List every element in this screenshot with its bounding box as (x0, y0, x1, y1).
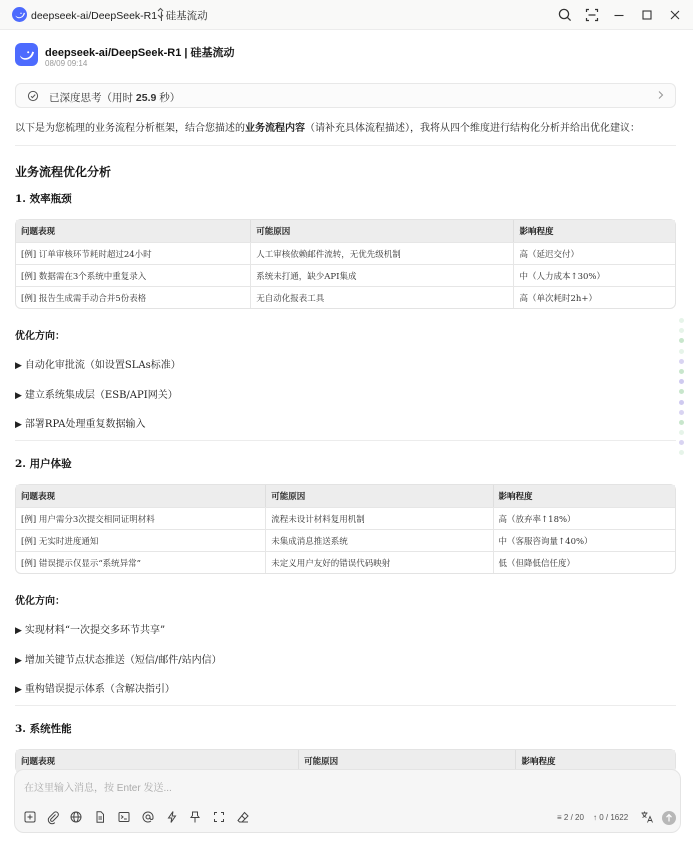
model-name: deepseek-ai/DeepSeek-R1 | 硅基流动 (45, 47, 235, 59)
optimize-label: 优化方向： (15, 331, 65, 342)
table-cell: 高（放弃率↑18%） (494, 507, 675, 529)
navigator-dot[interactable] (679, 410, 684, 415)
table-cell: [例] 数据需在3个系统中重复录入 (16, 264, 251, 286)
navigator-dot[interactable] (679, 338, 684, 343)
navigator-dot[interactable] (679, 328, 684, 333)
send-icon (662, 811, 676, 825)
screenshot-icon[interactable] (583, 6, 601, 24)
divider (15, 705, 676, 706)
optimize-label: 优化方向： (15, 596, 65, 607)
section-title: 2. 用户体验 (15, 458, 72, 470)
navigator-dot[interactable] (679, 359, 684, 364)
table-row (16, 242, 675, 264)
list-item-text: 重构错误提示体系（含解决指引） (24, 684, 175, 695)
list-item (15, 386, 178, 401)
table-cell: 中（客服咨询量↑40%） (494, 529, 675, 551)
table-cell: 高（单次耗时2h+） (514, 286, 675, 308)
list-item (15, 356, 181, 371)
list-icon: ≡ (557, 813, 562, 822)
fullscreen-icon[interactable] (212, 810, 226, 824)
table-header-row (16, 220, 675, 242)
table-row (16, 529, 675, 551)
table-cell: 人工审核依赖邮件流转，无优先级机制 (251, 242, 514, 264)
column-header: 影响程度 (514, 220, 675, 242)
column-header: 可能原因 (266, 485, 493, 507)
table-cell: 中（人力成本↑30%） (514, 264, 675, 286)
terminal-icon[interactable] (117, 810, 131, 824)
list-item-text: 建立系统集成层（ESB/API网关） (24, 390, 178, 401)
navigator-dot[interactable] (679, 420, 684, 425)
section-title: 1. 效率瓶颈 (15, 193, 72, 205)
navigator-dot[interactable] (679, 440, 684, 445)
column-header: 影响程度 (494, 485, 675, 507)
eraser-icon[interactable] (236, 810, 250, 824)
thinking-prefix: 已深度思考（用时 (49, 92, 136, 104)
list-item (15, 621, 165, 636)
intro-paragraph (15, 119, 640, 134)
column-header: 可能原因 (299, 750, 516, 772)
bullet-triangle-icon: ▶ (15, 656, 22, 666)
table-cell: 未集成消息推送系统 (266, 529, 493, 551)
list-item-text: 自动化审批流（如设置SLAs标准） (24, 360, 181, 371)
message-counter (557, 813, 584, 822)
column-header: 问题表现 (16, 750, 299, 772)
attachment-icon[interactable] (46, 810, 60, 824)
thinking-suffix: 秒） (156, 92, 181, 104)
maximize-icon[interactable] (638, 6, 656, 24)
chevron-right-icon (657, 89, 665, 104)
intro-text: 以下是为您梳理的业务流程分析框架，结合您描述的 (15, 123, 245, 134)
column-header: 问题表现 (16, 220, 251, 242)
search-icon[interactable] (556, 6, 574, 24)
list-item-text: 实现材料“一次提交多环节共享” (24, 625, 166, 636)
navigator-dot[interactable] (679, 379, 684, 384)
model-avatar (15, 43, 38, 66)
table-cell: 低（但降低信任度） (494, 551, 675, 573)
navigator-dot[interactable] (679, 400, 684, 405)
thinking-summary (49, 90, 180, 105)
divider (15, 440, 676, 441)
intro-text-tail: （请补充具体流程描述），我将从四个维度进行结构化分析并给出优化建议： (305, 123, 640, 134)
table-cell: 流程未设计材料复用机制 (266, 507, 493, 529)
table-cell: [例] 错误提示仅显示“系统异常” (16, 551, 266, 573)
message-navigator[interactable] (679, 318, 685, 461)
table-row (16, 286, 675, 308)
navigator-dot[interactable] (679, 430, 684, 435)
message-composer[interactable] (14, 769, 681, 833)
message-count: 2 / 20 (563, 813, 584, 822)
user-experience-table (15, 484, 676, 574)
thinking-summary-button[interactable] (15, 83, 676, 108)
divider (15, 145, 676, 146)
navigator-dot[interactable] (679, 318, 684, 323)
table-cell: 系统未打通，缺少API集成 (251, 264, 514, 286)
window-title: deepseek-ai/DeepSeek-R1 | 硅基流动 (31, 10, 208, 22)
minimize-icon[interactable] (610, 6, 628, 24)
navigator-dot[interactable] (679, 389, 684, 394)
bullet-triangle-icon: ▶ (15, 626, 22, 636)
section-title: 3. 系统性能 (15, 723, 72, 735)
new-chat-icon[interactable] (23, 810, 37, 824)
table-cell: 高（延迟交付） (514, 242, 675, 264)
lightning-icon[interactable] (165, 810, 179, 824)
message-scroll-area[interactable] (0, 30, 693, 767)
navigator-dot[interactable] (679, 369, 684, 374)
column-header: 影响程度 (516, 750, 675, 772)
table-cell: 无自动化报表工具 (251, 286, 514, 308)
close-icon[interactable] (666, 6, 684, 24)
bullet-triangle-icon: ▶ (15, 420, 22, 430)
list-item-text: 增加关键节点状态推送（短信/邮件/站内信） (24, 655, 222, 666)
column-header: 问题表现 (16, 485, 266, 507)
table-row (16, 507, 675, 529)
table-row (16, 264, 675, 286)
pin-icon[interactable] (188, 810, 202, 824)
chevron-updown-icon[interactable] (156, 6, 165, 23)
table-cell: 未定义用户友好的错误代码映射 (266, 551, 493, 573)
table-cell: [例] 用户需分3次提交相同证明材料 (16, 507, 266, 529)
app-logo-icon (12, 7, 27, 22)
bullet-triangle-icon: ▶ (15, 685, 22, 695)
column-header: 可能原因 (251, 220, 514, 242)
navigator-dot[interactable] (679, 349, 684, 354)
bullet-triangle-icon: ▶ (15, 391, 22, 401)
translate-icon[interactable] (640, 810, 654, 824)
list-item (15, 680, 175, 695)
table-cell: [例] 订单审核环节耗时超过24小时 (16, 242, 251, 264)
bullet-triangle-icon: ▶ (15, 361, 22, 371)
table-row (16, 551, 675, 573)
list-item-text: 部署RPA处理重复数据输入 (24, 419, 146, 430)
navigator-dot[interactable] (679, 450, 684, 455)
table-cell: [例] 报告生成需手动合并5份表格 (16, 286, 251, 308)
thinking-seconds: 25.9 (135, 92, 157, 104)
table-cell: [例] 无实时进度通知 (16, 529, 266, 551)
message-timestamp: 08/09 09:14 (45, 59, 88, 68)
message-input[interactable]: 在这里输入消息，按 Enter 发送... (24, 783, 172, 794)
send-button[interactable] (662, 811, 676, 825)
token-counter: ↑ 0 / 1622 (593, 813, 629, 822)
table-header-row (16, 485, 675, 507)
title-bar (0, 0, 693, 30)
intro-bold-text: 业务流程内容 (245, 123, 305, 134)
thinking-icon (27, 90, 39, 102)
list-item (15, 651, 222, 666)
efficiency-table (15, 219, 676, 309)
list-item (15, 415, 145, 430)
document-icon[interactable] (93, 810, 107, 824)
mention-icon[interactable] (141, 810, 155, 824)
web-search-icon[interactable] (69, 810, 83, 824)
response-heading: 业务流程优化分析 (15, 165, 112, 179)
